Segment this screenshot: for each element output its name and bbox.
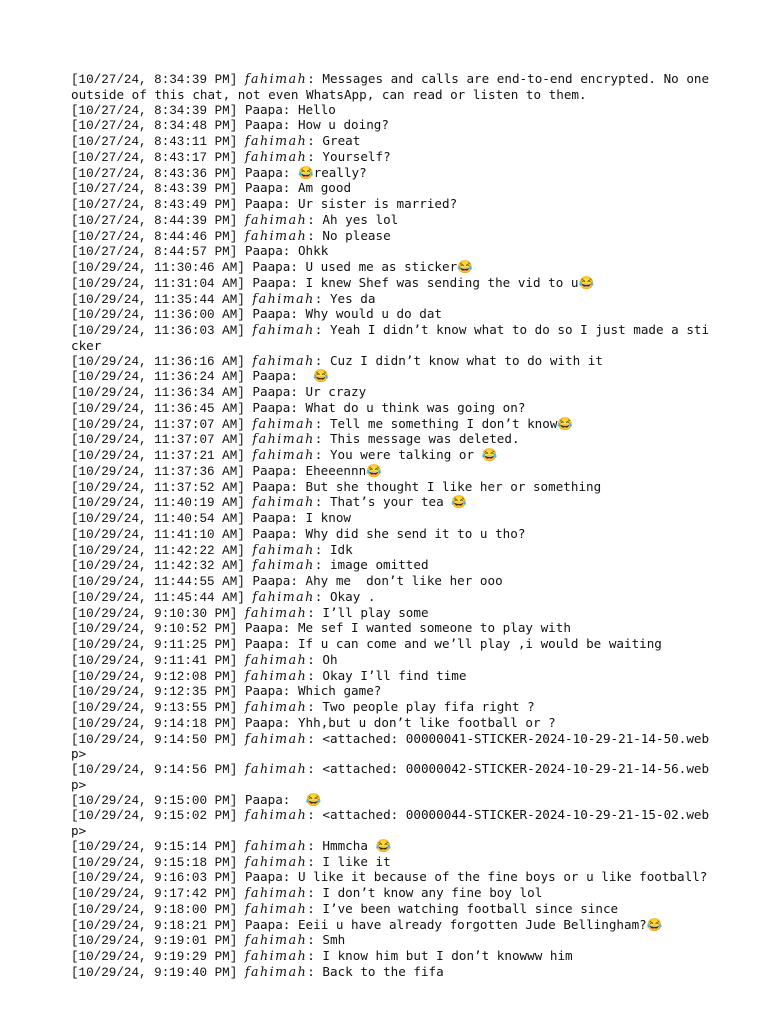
timestamp: [10/29/24, 11:37:21 AM] (71, 449, 245, 463)
timestamp: [10/29/24, 9:18:21 PM] (71, 918, 238, 933)
chat-line: [10/29/24, 11:36:45 AM] Paapa: What do u think was going on? (71, 399, 526, 416)
timestamp: [10/27/24, 8:34:39 PM] (71, 103, 238, 118)
chat-line: [10/29/24, 11:41:10 AM] Paapa: Why did she send it to u tho? (71, 525, 526, 542)
chat-line: [10/29/24, 11:36:03 AM] 𝑓𝑎ℎ𝑖𝑚𝑎ℎ: Yeah I didn’t know what to do so I just made a sticker (71, 322, 710, 353)
chat-line: [10/29/24, 9:19:01 PM] 𝑓𝑎ℎ𝑖𝑚𝑎ℎ: Smh (71, 932, 346, 949)
chat-line: [10/29/24, 9:11:25 PM] Paapa: If u can come and we’ll play ,i would be waiting (71, 636, 662, 652)
message-text: Yourself? (322, 148, 391, 164)
timestamp: [10/29/24, 9:14:50 PM] (71, 732, 238, 747)
timestamp: [10/29/24, 11:37:52 AM] (71, 480, 245, 495)
timestamp: [10/29/24, 9:15:02 PM] (71, 809, 238, 824)
sender-name: 𝑓𝑎ℎ𝑖𝑚𝑎ℎ (252, 290, 315, 306)
chat-line: [10/29/24, 9:15:14 PM] 𝑓𝑎ℎ𝑖𝑚𝑎ℎ: Hmmcha 😂 (71, 837, 392, 854)
sender-name: 𝑓𝑎ℎ𝑖𝑚𝑎ℎ (244, 211, 308, 227)
timestamp: [10/29/24, 9:15:00 PM] (71, 793, 238, 808)
message-text: <attached: 00000042-STICKER-2024-10-29-21-14-56.webp> (71, 761, 710, 792)
chat-line: [10/29/24, 11:36:00 AM] Paapa: Why would u do dat (71, 306, 442, 323)
message-text: Idk (329, 541, 353, 557)
message-text: Messages and calls are end-to-end encrypted. No one outside of this chat, not even WhatsApp, can read or listen to them. (71, 71, 717, 102)
chat-line: [10/29/24, 9:10:52 PM] Paapa: Me sef I wanted someone to play with (71, 620, 571, 637)
timestamp: [10/29/24, 9:13:55 PM] (71, 701, 238, 715)
sender-name: Paapa (252, 525, 291, 541)
chat-line: [10/29/24, 11:44:55 AM] Paapa: Ahy me don’t like her ooo (71, 573, 503, 589)
sender-name: Paapa (252, 274, 291, 290)
sender-name: Paapa (244, 916, 283, 932)
chat-line: [10/29/24, 9:18:21 PM] Paapa: Eeii u have already forgotten Jude Bellingham?😂 (71, 916, 663, 933)
message-text: I’ll play some (322, 604, 429, 620)
timestamp: [10/29/24, 9:15:18 PM] (71, 855, 238, 870)
message-text: I know him but I don’t knowww him (322, 948, 573, 963)
message-text: Back to the fifa (322, 963, 444, 979)
chat-line: [10/29/24, 11:35:44 AM] 𝑓𝑎ℎ𝑖𝑚𝑎ℎ: Yes da (71, 290, 376, 307)
chat-line: [10/27/24, 8:34:48 PM] Paapa: How u doing? (71, 117, 389, 134)
message-text: I know (305, 510, 352, 525)
timestamp: [10/27/24, 8:44:39 PM] (71, 213, 238, 228)
message-text: Okay I’ll find time (322, 667, 467, 683)
chat-line: [10/29/24, 9:15:00 PM] Paapa: 😂 (71, 791, 322, 808)
message-text: How u doing? (297, 117, 389, 133)
message-text: Why did she send it to u tho? (305, 525, 526, 541)
message-text: <attached: 00000041-STICKER-2024-10-29-21-14-50.webp> (71, 730, 710, 762)
sender-name: Paapa (252, 368, 291, 384)
chat-line: [10/29/24, 11:36:34 AM] Paapa: Ur crazy (71, 384, 367, 400)
sender-name: Paapa (252, 462, 291, 478)
chat-line: [10/29/24, 9:18:00 PM] 𝑓𝑎ℎ𝑖𝑚𝑎ℎ: I’ve been watching football since since (71, 900, 619, 917)
timestamp: [10/29/24, 9:19:40 PM] (71, 965, 238, 980)
timestamp: [10/29/24, 9:19:29 PM] (71, 950, 238, 964)
sender-name: Paapa (252, 510, 291, 525)
sender-name: Paapa (244, 791, 283, 807)
sender-name: Paapa (244, 196, 283, 211)
timestamp: [10/29/24, 9:11:25 PM] (71, 638, 238, 652)
sender-name: 𝑓𝑎ℎ𝑖𝑚𝑎ℎ (244, 604, 308, 620)
chat-line: [10/29/24, 9:19:40 PM] 𝑓𝑎ℎ𝑖𝑚𝑎ℎ: Back to the fifa (71, 963, 444, 980)
message-text: You were talking or 😂 (329, 447, 498, 462)
sender-name: 𝑓𝑎ℎ𝑖𝑚𝑎ℎ (244, 133, 308, 148)
message-text: This message was deleted. (329, 431, 520, 447)
sender-name: Paapa (244, 683, 283, 699)
chat-line: [10/27/24, 8:34:39 PM] Paapa: Hello (71, 101, 336, 118)
message-text: Ur sister is married? (297, 196, 458, 211)
timestamp: [10/29/24, 11:45:44 AM] (71, 590, 245, 605)
chat-line: [10/27/24, 8:43:17 PM] 𝑓𝑎ℎ𝑖𝑚𝑎ℎ: Yourself? (71, 148, 391, 165)
chat-line: [10/27/24, 8:43:36 PM] Paapa: 😂really? (71, 164, 367, 181)
message-text: Am good (297, 180, 352, 196)
timestamp: [10/29/24, 9:12:35 PM] (71, 685, 238, 700)
chat-line: [10/27/24, 8:34:39 PM] 𝑓𝑎ℎ𝑖𝑚𝑎ℎ: Messages and calls are end-to-end encrypted. No one outside of this chat, not even WhatsApp, can read or listen to them. (71, 71, 717, 102)
timestamp: [10/27/24, 8:34:48 PM] (71, 119, 238, 134)
sender-name: Paapa (244, 636, 283, 651)
timestamp: [10/29/24, 11:40:19 AM] (71, 496, 245, 511)
timestamp: [10/29/24, 11:40:54 AM] (71, 512, 245, 526)
message-text: U like it because of the fine boys or u like football? (297, 869, 708, 885)
sender-name: 𝑓𝑎ℎ𝑖𝑚𝑎ℎ (244, 148, 308, 164)
chat-line: [10/29/24, 11:37:52 AM] Paapa: But she thought I like her or something (71, 478, 602, 495)
chat-line: [10/27/24, 8:43:11 PM] 𝑓𝑎ℎ𝑖𝑚𝑎ℎ: Great (71, 133, 361, 149)
chat-line: [10/27/24, 8:44:39 PM] 𝑓𝑎ℎ𝑖𝑚𝑎ℎ: Ah yes lol (71, 211, 399, 228)
sender-name: Paapa (244, 869, 283, 885)
chat-line: [10/29/24, 11:31:04 AM] Paapa: I knew Shef was sending the vid to u😂 (71, 274, 595, 291)
timestamp: [10/29/24, 9:16:03 PM] (71, 871, 238, 886)
chat-line: [10/29/24, 9:10:30 PM] 𝑓𝑎ℎ𝑖𝑚𝑎ℎ: I’ll play some (71, 604, 429, 621)
message-text: But she thought I like her or something (305, 478, 602, 494)
message-text: 😂 (305, 368, 329, 384)
sender-name: Paapa (244, 117, 283, 133)
chat-line: [10/29/24, 11:42:22 AM] 𝑓𝑎ℎ𝑖𝑚𝑎ℎ: Idk (71, 541, 353, 558)
timestamp: [10/29/24, 9:15:14 PM] (71, 839, 238, 854)
message-text: <attached: 00000044-STICKER-2024-10-29-21-15-02.webp> (71, 807, 710, 838)
sender-name: 𝑓𝑎ℎ𝑖𝑚𝑎ℎ (244, 932, 308, 948)
sender-name: Paapa (252, 399, 291, 415)
sender-name: 𝑓𝑎ℎ𝑖𝑚𝑎ℎ (244, 730, 308, 746)
timestamp: [10/29/24, 9:18:00 PM] (71, 902, 238, 917)
message-text: I don’t know any fine boy lol (322, 885, 543, 900)
sender-name: 𝑓𝑎ℎ𝑖𝑚𝑎ℎ (252, 431, 315, 447)
sender-name: 𝑓𝑎ℎ𝑖𝑚𝑎ℎ (244, 71, 308, 86)
sender-name: 𝑓𝑎ℎ𝑖𝑚𝑎ℎ (244, 761, 308, 776)
sender-name: Paapa (244, 243, 283, 259)
message-text: image omitted (329, 557, 429, 573)
timestamp: [10/29/24, 11:36:00 AM] (71, 308, 245, 323)
message-text: I’ve been watching football since since (322, 900, 619, 916)
chat-line: [10/29/24, 11:37:07 AM] 𝑓𝑎ℎ𝑖𝑚𝑎ℎ: Tell me something I don’t know😂 (71, 415, 574, 432)
chat-line: [10/29/24, 11:37:07 AM] 𝑓𝑎ℎ𝑖𝑚𝑎ℎ: This message was deleted. (71, 431, 520, 448)
message-text: 😂 (297, 791, 322, 807)
sender-name: 𝑓𝑎ℎ𝑖𝑚𝑎ℎ (244, 699, 308, 714)
message-text: Ah yes lol (322, 211, 399, 227)
timestamp: [10/29/24, 11:37:07 AM] (71, 417, 245, 432)
chat-line: [10/29/24, 9:15:02 PM] 𝑓𝑎ℎ𝑖𝑚𝑎ℎ: <attached: 00000044-STICKER-2024-10-29-21-15-02.webp> (71, 807, 710, 838)
chat-line: [10/29/24, 9:11:41 PM] 𝑓𝑎ℎ𝑖𝑚𝑎ℎ: Oh (71, 651, 338, 668)
chat-transcript (71, 71, 717, 981)
message-text: Eheeennn😂 (305, 462, 382, 478)
chat-line: [10/29/24, 9:12:08 PM] 𝑓𝑎ℎ𝑖𝑚𝑎ℎ: Okay I’ll find time (71, 667, 467, 684)
chat-line: [10/27/24, 8:44:46 PM] 𝑓𝑎ℎ𝑖𝑚𝑎ℎ: No please (71, 227, 391, 244)
chat-line: [10/27/24, 8:44:57 PM] Paapa: Ohkk (71, 243, 329, 260)
sender-name: 𝑓𝑎ℎ𝑖𝑚𝑎ℎ (244, 227, 308, 243)
sender-name: 𝑓𝑎ℎ𝑖𝑚𝑎ℎ (252, 447, 315, 462)
sender-name: 𝑓𝑎ℎ𝑖𝑚𝑎ℎ (244, 837, 308, 853)
timestamp: [10/29/24, 11:37:07 AM] (71, 433, 245, 448)
sender-name: 𝑓𝑎ℎ𝑖𝑚𝑎ℎ (252, 494, 315, 510)
message-text: Why would u do dat (305, 306, 442, 322)
message-text: What do u think was going on? (305, 399, 526, 415)
message-text: Which game? (297, 683, 382, 699)
chat-line: [10/29/24, 9:13:55 PM] 𝑓𝑎ℎ𝑖𝑚𝑎ℎ: Two people play fifa right ? (71, 699, 535, 715)
timestamp: [10/29/24, 9:10:52 PM] (71, 622, 238, 637)
sender-name: Paapa (244, 164, 283, 180)
timestamp: [10/29/24, 11:35:44 AM] (71, 292, 245, 307)
sender-name: Paapa (244, 180, 283, 196)
timestamp: [10/29/24, 11:44:55 AM] (71, 575, 245, 589)
timestamp: [10/29/24, 11:42:22 AM] (71, 543, 245, 558)
sender-name: 𝑓𝑎ℎ𝑖𝑚𝑎ℎ (252, 541, 315, 557)
message-text: If u can come and we’ll play ,i would be waiting (297, 636, 662, 651)
chat-line: [10/29/24, 11:30:46 AM] Paapa: U used me as sticker😂 (71, 259, 473, 275)
message-text: 😂really? (297, 164, 367, 180)
chat-line: [10/29/24, 11:45:44 AM] 𝑓𝑎ℎ𝑖𝑚𝑎ℎ: Okay . (71, 588, 376, 605)
sender-name: 𝑓𝑎ℎ𝑖𝑚𝑎ℎ (252, 352, 315, 368)
chat-line: [10/29/24, 11:40:19 AM] 𝑓𝑎ℎ𝑖𝑚𝑎ℎ: That’s your tea 😂 (71, 494, 467, 511)
sender-name: Paapa (252, 384, 291, 399)
timestamp: [10/27/24, 8:43:11 PM] (71, 135, 238, 149)
sender-name: 𝑓𝑎ℎ𝑖𝑚𝑎ℎ (244, 853, 308, 869)
message-text: Yeah I didn’t know what to do so I just made a sticker (71, 322, 710, 353)
chat-line: [10/29/24, 9:17:42 PM] 𝑓𝑎ℎ𝑖𝑚𝑎ℎ: I don’t know any fine boy lol (71, 885, 543, 901)
sender-name: Paapa (244, 101, 283, 117)
timestamp: [10/27/24, 8:44:46 PM] (71, 229, 238, 244)
timestamp: [10/29/24, 9:19:01 PM] (71, 934, 238, 949)
timestamp: [10/29/24, 11:31:04 AM] (71, 276, 245, 291)
chat-line: [10/29/24, 11:37:21 AM] 𝑓𝑎ℎ𝑖𝑚𝑎ℎ: You were talking or 😂 (71, 447, 498, 463)
chat-line: [10/29/24, 11:37:36 AM] Paapa: Eheeennn😂 (71, 462, 382, 479)
message-text: Two people play fifa right ? (322, 699, 535, 714)
timestamp: [10/29/24, 9:14:56 PM] (71, 763, 238, 777)
chat-line: [10/29/24, 9:14:56 PM] 𝑓𝑎ℎ𝑖𝑚𝑎ℎ: <attached: 00000042-STICKER-2024-10-29-21-14-56.webp> (71, 761, 710, 792)
message-text: I knew Shef was sending the vid to u😂 (305, 274, 595, 290)
timestamp: [10/29/24, 11:36:45 AM] (71, 401, 245, 416)
timestamp: [10/29/24, 11:36:24 AM] (71, 370, 245, 385)
message-text: Yhh,but u don’t like football or ? (297, 714, 556, 730)
timestamp: [10/27/24, 8:43:49 PM] (71, 198, 238, 212)
sender-name: 𝑓𝑎ℎ𝑖𝑚𝑎ℎ (252, 588, 315, 604)
chat-line: [10/29/24, 9:14:50 PM] 𝑓𝑎ℎ𝑖𝑚𝑎ℎ: <attached: 00000041-STICKER-2024-10-29-21-14-50.webp> (71, 730, 710, 762)
message-text: Ahy me don’t like her ooo (305, 573, 503, 588)
chat-line: [10/29/24, 11:36:24 AM] Paapa: 😂 (71, 368, 329, 385)
message-text: Hmmcha 😂 (322, 837, 392, 853)
sender-name: 𝑓𝑎ℎ𝑖𝑚𝑎ℎ (244, 900, 308, 916)
message-text: Smh (322, 932, 346, 948)
timestamp: [10/27/24, 8:43:17 PM] (71, 150, 238, 165)
timestamp: [10/29/24, 11:36:34 AM] (71, 386, 245, 400)
timestamp: [10/29/24, 9:17:42 PM] (71, 887, 238, 901)
sender-name: Paapa (244, 620, 283, 636)
chat-line: [10/29/24, 9:15:18 PM] 𝑓𝑎ℎ𝑖𝑚𝑎ℎ: I like it (71, 853, 391, 870)
message-text: Cuz I didn’t know what to do with it (329, 352, 603, 368)
sender-name: Paapa (252, 306, 291, 322)
message-text: Great (322, 133, 361, 148)
timestamp: [10/29/24, 11:42:32 AM] (71, 559, 245, 574)
sender-name: Paapa (252, 259, 291, 274)
timestamp: [10/29/24, 11:41:10 AM] (71, 527, 245, 542)
message-text: Eeii u have already forgotten Jude Bellingham?😂 (297, 916, 663, 932)
timestamp: [10/27/24, 8:43:36 PM] (71, 166, 238, 181)
sender-name: 𝑓𝑎ℎ𝑖𝑚𝑎ℎ (244, 667, 308, 683)
message-text: Hello (297, 101, 336, 117)
chat-line: [10/29/24, 11:40:54 AM] Paapa: I know (71, 510, 352, 526)
timestamp: [10/29/24, 11:30:46 AM] (71, 261, 245, 275)
timestamp: [10/29/24, 11:36:16 AM] (71, 354, 245, 369)
timestamp: [10/29/24, 11:37:36 AM] (71, 464, 245, 479)
message-text: Ohkk (297, 243, 329, 259)
message-text: U used me as sticker😂 (305, 259, 473, 274)
sender-name: Paapa (244, 714, 283, 730)
timestamp: [10/29/24, 9:10:30 PM] (71, 606, 238, 621)
sender-name: 𝑓𝑎ℎ𝑖𝑚𝑎ℎ (252, 415, 315, 431)
sender-name: Paapa (252, 478, 291, 494)
timestamp: [10/29/24, 9:11:41 PM] (71, 653, 238, 668)
message-text: Okay . (329, 588, 376, 604)
message-text: No please (322, 227, 391, 243)
chat-line: [10/29/24, 9:16:03 PM] Paapa: U like it because of the fine boys or u like football? (71, 869, 708, 886)
timestamp: [10/27/24, 8:44:57 PM] (71, 245, 238, 260)
sender-name: 𝑓𝑎ℎ𝑖𝑚𝑎ℎ (252, 322, 315, 337)
chat-line: [10/29/24, 11:36:16 AM] 𝑓𝑎ℎ𝑖𝑚𝑎ℎ: Cuz I didn’t know what to do with it (71, 352, 603, 369)
message-text: Tell me something I don’t know😂 (329, 415, 574, 431)
sender-name: 𝑓𝑎ℎ𝑖𝑚𝑎ℎ (244, 651, 308, 667)
timestamp: [10/29/24, 9:14:18 PM] (71, 716, 238, 731)
message-text: I like it (322, 853, 391, 869)
chat-line: [10/29/24, 9:19:29 PM] 𝑓𝑎ℎ𝑖𝑚𝑎ℎ: I know him but I don’t knowww him (71, 948, 573, 964)
chat-line: [10/29/24, 9:12:35 PM] Paapa: Which game? (71, 683, 382, 700)
message-text: Me sef I wanted someone to play with (297, 620, 571, 636)
message-text: Oh (322, 651, 338, 667)
sender-name: 𝑓𝑎ℎ𝑖𝑚𝑎ℎ (244, 807, 308, 823)
timestamp: [10/27/24, 8:43:39 PM] (71, 182, 238, 197)
message-text: Ur crazy (305, 384, 367, 399)
sender-name: 𝑓𝑎ℎ𝑖𝑚𝑎ℎ (244, 963, 308, 979)
message-text: That’s your tea 😂 (329, 494, 467, 510)
message-text: Yes da (329, 290, 376, 306)
chat-line: [10/29/24, 11:42:32 AM] 𝑓𝑎ℎ𝑖𝑚𝑎ℎ: image omitted (71, 557, 429, 574)
timestamp: [10/27/24, 8:34:39 PM] (71, 73, 238, 87)
timestamp: [10/29/24, 11:36:03 AM] (71, 324, 245, 338)
sender-name: 𝑓𝑎ℎ𝑖𝑚𝑎ℎ (244, 948, 308, 963)
sender-name: 𝑓𝑎ℎ𝑖𝑚𝑎ℎ (244, 885, 308, 900)
chat-line: [10/27/24, 8:43:49 PM] Paapa: Ur sister is married? (71, 196, 458, 212)
sender-name: Paapa (252, 573, 291, 588)
sender-name: 𝑓𝑎ℎ𝑖𝑚𝑎ℎ (252, 557, 315, 573)
chat-line: [10/29/24, 9:14:18 PM] Paapa: Yhh,but u don’t like football or ? (71, 714, 556, 731)
chat-line: [10/27/24, 8:43:39 PM] Paapa: Am good (71, 180, 352, 197)
timestamp: [10/29/24, 9:12:08 PM] (71, 669, 238, 684)
